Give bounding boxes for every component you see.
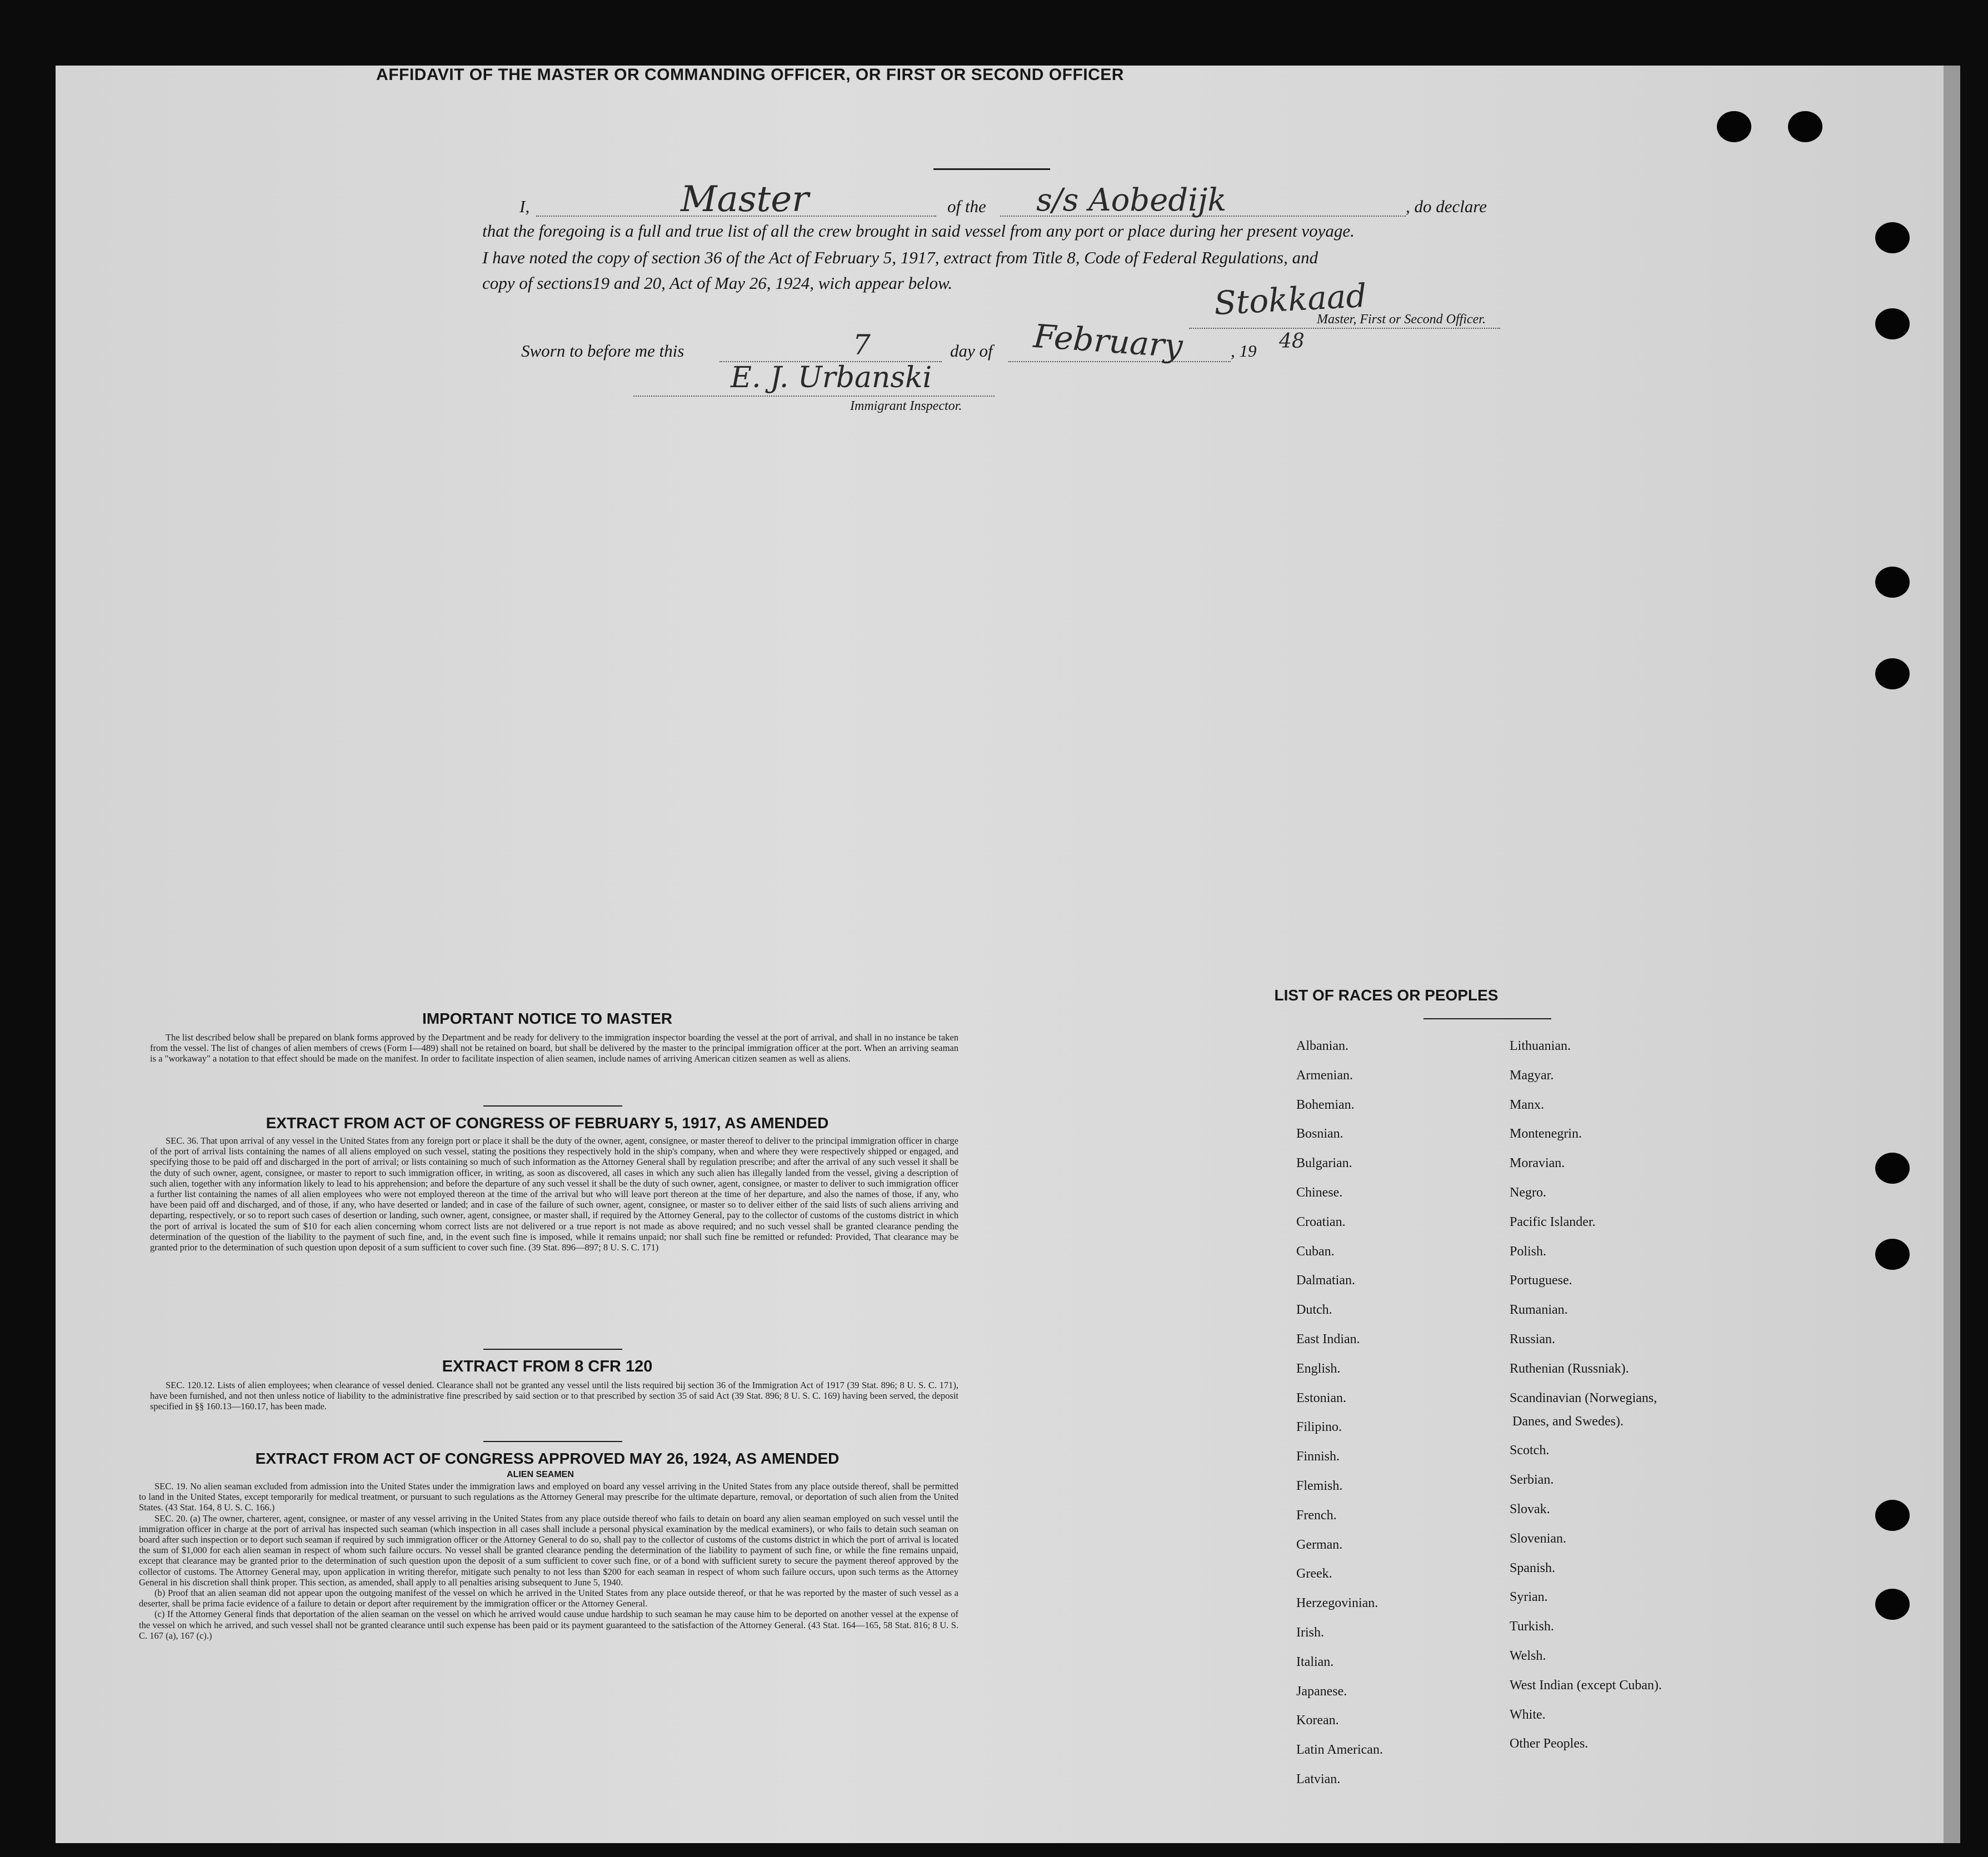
race-item: Dutch. <box>1296 1303 1332 1318</box>
race-item: Negro. <box>1510 1185 1546 1200</box>
notice-paragraph: The list described below shall be prepared on blank forms approved by the Department and be ready for delivery to the immigration inspector boarding the vessel at the port of arrival, and shall in no instance be taken from the vessel. The list of changes of alien members of crews (Form I—489) shall not be retained on board, but shall be delivered by the master to the principal immigration officer at the port. When an arriving seaman is a "workaway" a notation to that effect should be made on the manifest. In order to facilitate inspection of alien seamen, include names of arriving American citizen seamen as well as aliens. <box>150 1032 958 1064</box>
punch-hole <box>1875 308 1910 339</box>
punch-hole <box>1875 1589 1910 1620</box>
race-item: Greek. <box>1296 1566 1332 1581</box>
race-item: Magyar. <box>1510 1068 1554 1083</box>
punch-hole <box>1875 1500 1910 1531</box>
punch-hole <box>1875 658 1910 689</box>
affidavit-line4: copy of sections19 and 20, Act of May 26, 1924, wich appear below. <box>482 273 953 293</box>
race-item: Herzegovinian. <box>1296 1596 1378 1611</box>
vessel-handwritten: s/s Aobedijk <box>1036 182 1227 218</box>
punch-hole <box>1875 1153 1910 1184</box>
race-item: Finnish. <box>1296 1449 1340 1464</box>
race-item: Scandinavian (Norwegians, <box>1510 1390 1657 1405</box>
race-item: Bosnian. <box>1296 1127 1343 1142</box>
race-item: Croatian. <box>1296 1214 1346 1229</box>
extract1917-body <box>150 1135 958 1253</box>
sec19-paragraph: SEC. 19. No alien seaman excluded from admission into the United States under the immigration laws and employed on board any vessel arriving in the United States from any place outside thereof, shall be permitted to land in the United States, except temporarily for medical treatment, or pursuant to such regulations as the Attorney General may prescribe for the ultimate departure, removal, or deportation of such alien from the United States. (43 Stat. 164, 8 U. S. C. 166.) <box>139 1481 958 1513</box>
signature-caption: Master, First or Second Officer. <box>1317 312 1486 327</box>
extract1917-divider <box>483 1349 622 1350</box>
race-item: Manx. <box>1510 1097 1544 1112</box>
punch-hole <box>1875 222 1910 253</box>
race-item: Korean. <box>1296 1713 1339 1728</box>
master-handwritten: Master <box>681 179 809 220</box>
sec20a-paragraph: SEC. 20. (a) The owner, charterer, agent, consignee, or master of any vessel arriving in the United States from any place outside thereof who fails to detain on board any alien seaman employed on such vessel until the immigration officer in charge at the port of arrival has inspected such seaman (which inspection in all cases shall include a personal physical examination by the medical examiners), or who fails to detain such seaman on board after such inspection or to deport such seaman if required by such immigration officer or the Attorney General to do so, shall pay to the collector of customs of the customs district in which the port of arrival is located the sum of $1,000 for each alien seaman in respect of whom such failure occurs. No vessel shall be granted clearance pending the determination of the liability to payment of such fine, or while the fine remains unpaid, except that clearance may be granted prior to the determination of such question upon the deposit of a sum sufficient to cover such fine, or of a bond with sufficient surety to secure the payment thereof approved by the collector of customs. The Attorney General may, upon application in writing therefor, mitigate such penalty to not less than $200 for each seaman in respect of whom such failure occurs, upon such terms as the Attorney General in his discretion shall think proper. This section, as amended, shall apply to all penalties arising subsequent to June 5, 1940. <box>139 1513 958 1588</box>
race-item: Albanian. <box>1296 1039 1348 1053</box>
race-item: East Indian. <box>1296 1332 1360 1347</box>
race-item: Slovenian. <box>1510 1531 1566 1546</box>
race-item: West Indian (except Cuban). <box>1510 1678 1662 1693</box>
race-item: Estonian. <box>1296 1390 1346 1405</box>
extract1917-paragraph: SEC. 36. That upon arrival of any vessel in the United States from any foreign port or place it shall be the duty of the owner, agent, consignee, or master thereof to deliver to the principal immigration officer in charge of the port of arrival lists containing the names of all aliens employed on such vessel, stating the positions they respectively hold in the ship's company, when and where they were respectively shipped or engaged, and specifying those to be paid off and discharged in the port of arrival; or lists containing so much of such information as the Attorney General shall by regulation prescribe; and after the arrival of any such vessel it shall be the duty of such owner, agent, consignee, or master to report to such immigration officer, in writing, as soon as discovered, all cases in which any such alien has illegally landed from the vessel, giving a description of such alien, together with any information likely to lead to his apprehension; and before the departure of any such vessel it shall be the duty of such owner, agent, consignee, or master to deliver to such immigration officer a further list containing the names of all alien employees who were not employed thereon at the time of the arrival but who will leave port thereon at the time of her departure, and also the names of those, if any, who have been paid off and discharged, and of those, if any, who have deserted or landed; and in case of the failure of such owner, agent, consignee, or master so to deliver either of the said lists of such aliens arriving and departing, respectively, or so to report such cases of desertion or landing, such owner, agent, consignee, or master shall, if required by the Attorney General, pay to the collector of customs of the customs district in which the port of arrival is located the sum of $10 for each alien concerning whom correct lists are not delivered or a true report is not made as above required; and no such vessel shall be granted clearance pending the determination of the question of the liability to the payment of such fine, and, in the event such fine is imposed, while it remains unpaid; nor shall such fine be remitted or refunded: Provided, That clearance may be granted prior to the determination of such question upon deposit of a sum sufficient to cover such fine. (39 Stat. 896—897; 8 U. S. C. 171) <box>150 1135 958 1253</box>
inspector-line <box>633 396 995 397</box>
inspector-signature: E. J. Urbanski <box>731 361 932 394</box>
notice-title: IMPORTANT NOTICE TO MASTER <box>422 1010 673 1027</box>
race-item: Bohemian. <box>1296 1097 1355 1112</box>
sec20c-paragraph: (c) If the Attorney General finds that deportation of the alien seaman on the vessel on which he arrived would cause undue hardship to such seaman he may cause him to be deported on another vessel at the expense of the vessel on which he arrived, and such vessel shall not be granted clearance until such expense has been paid or its payment guaranteed to the satisfaction of the Attorney General. (43 Stat. 164—165, 58 Stat. 816; 8 U. S. C. 167 (a), 167 (c).) <box>139 1609 958 1641</box>
punch-hole <box>1788 111 1822 142</box>
sworn-year-handwritten: 48 <box>1279 330 1305 353</box>
punch-hole <box>1875 567 1910 598</box>
race-item: Irish. <box>1296 1625 1324 1640</box>
race-item: Slovak. <box>1510 1502 1550 1516</box>
race-item: Chinese. <box>1296 1185 1343 1200</box>
race-item: White. <box>1510 1707 1546 1722</box>
race-item: Welsh. <box>1510 1649 1546 1663</box>
race-item: Filipino. <box>1296 1420 1342 1435</box>
race-item: Moravian. <box>1510 1156 1565 1171</box>
race-item: Montenegrin. <box>1510 1127 1582 1142</box>
sworn-month-handwritten: February <box>1032 317 1184 366</box>
race-item: French. <box>1296 1508 1337 1523</box>
extract1924-subtitle: ALIEN SEAMEN <box>507 1470 574 1479</box>
races-title: LIST OF RACES OR PEOPLES <box>1274 987 1499 1004</box>
race-item: Spanish. <box>1510 1560 1556 1575</box>
race-item: Rumanian. <box>1510 1303 1568 1318</box>
extract1924-title: EXTRACT FROM ACT OF CONGRESS APPROVED MAY 26, 1924, AS AMENDED <box>255 1450 840 1467</box>
races-title-underline <box>1423 1018 1551 1019</box>
master-signature: Stokkaad <box>1213 276 1368 323</box>
race-item: Russian. <box>1510 1332 1556 1347</box>
sworn-month-line <box>1008 361 1231 362</box>
race-item: Japanese. <box>1296 1684 1347 1699</box>
sworn-prefix: Sworn to before me this <box>521 341 685 361</box>
race-item: Pacific Islander. <box>1510 1214 1596 1229</box>
race-item: Polish. <box>1510 1244 1547 1259</box>
affidavit-line1-prefix: I, <box>520 197 530 216</box>
race-item: Dalmatian. <box>1296 1273 1355 1288</box>
punch-hole <box>1717 111 1751 142</box>
affidavit-of-the: of the <box>947 197 986 216</box>
sec20b-paragraph: (b) Proof that an alien seaman did not appear upon the outgoing manifest of the vessel on which he arrived in the United States from any place outside thereof, or that he was reported by the master of such vessel as a deserter, shall be prima facie evidence of a failure to detain or deport after requirement by the immigration officer or the Attorney General. <box>139 1588 958 1609</box>
race-item: Latin American. <box>1296 1743 1383 1758</box>
inspector-caption: Immigrant Inspector. <box>850 399 962 413</box>
affidavit-title: AFFIDAVIT OF THE MASTER OR COMMANDING OFFICER, OR FIRST OR SECOND OFFICER <box>376 66 1124 84</box>
affidavit-line3: I have noted the copy of section 36 of the Act of February 5, 1917, extract from Title 8, Code of Federal Regulations, and <box>482 248 1318 267</box>
extract1924-body <box>139 1481 958 1641</box>
race-item: Italian. <box>1296 1654 1334 1669</box>
race-item: Scotch. <box>1510 1443 1550 1458</box>
signature-line <box>1189 328 1500 329</box>
affidavit-declare: , do declare <box>1406 197 1487 216</box>
race-item: Syrian. <box>1510 1590 1548 1605</box>
race-item: Lithuanian. <box>1510 1039 1571 1053</box>
notice-divider <box>483 1105 622 1107</box>
title-underline <box>933 168 1050 170</box>
race-item: Other Peoples. <box>1510 1736 1589 1751</box>
race-item: German. <box>1296 1537 1343 1552</box>
race-item: Serbian. <box>1510 1473 1554 1488</box>
race-item: Portuguese. <box>1510 1273 1572 1288</box>
extract1917-title: EXTRACT FROM ACT OF CONGRESS OF FEBRUARY 5, 1917, AS AMENDED <box>266 1114 829 1132</box>
race-item: Armenian. <box>1296 1068 1353 1083</box>
extract8cfr-paragraph: SEC. 120.12. Lists of alien employees; when clearance of vessel denied. Clearance shall not be granted any vessel until the lists required bij section 36 of the Immigration Act of 1917 (39 Stat. 896; 8 U. S. C. 171), have been furnished, and not then unless notice of liability to the administrative fine prescribed by said section or to that prescribed by section 35 of said Act (39 Stat. 896; 8 U. S. C. 169) having been served, the deposit specified in §§ 160.13—160.17, has been made. <box>150 1380 958 1412</box>
extract8cfr-divider <box>483 1441 622 1442</box>
sworn-year-prefix: , 19 <box>1231 341 1257 361</box>
race-item: English. <box>1296 1361 1341 1376</box>
race-item: Turkish. <box>1510 1619 1554 1634</box>
page-edge <box>1944 66 1960 1843</box>
race-item: Bulgarian. <box>1296 1156 1352 1171</box>
affidavit-line2: that the foregoing is a full and true list of all the crew brought in said vessel from any port or place during her present voyage. <box>482 221 1355 241</box>
extract8cfr-body <box>150 1380 958 1412</box>
sworn-day-of: day of <box>950 341 993 361</box>
race-item: Ruthenian (Russniak). <box>1510 1361 1629 1376</box>
race-item: Flemish. <box>1296 1479 1343 1493</box>
notice-body <box>150 1032 958 1064</box>
extract8cfr-title: EXTRACT FROM 8 CFR 120 <box>442 1358 653 1375</box>
race-item: Danes, and Swedes). <box>1512 1414 1624 1429</box>
race-item: Cuban. <box>1296 1244 1335 1259</box>
sworn-day-handwritten: 7 <box>853 329 871 361</box>
race-item: Latvian. <box>1296 1772 1341 1786</box>
punch-hole <box>1875 1239 1910 1270</box>
